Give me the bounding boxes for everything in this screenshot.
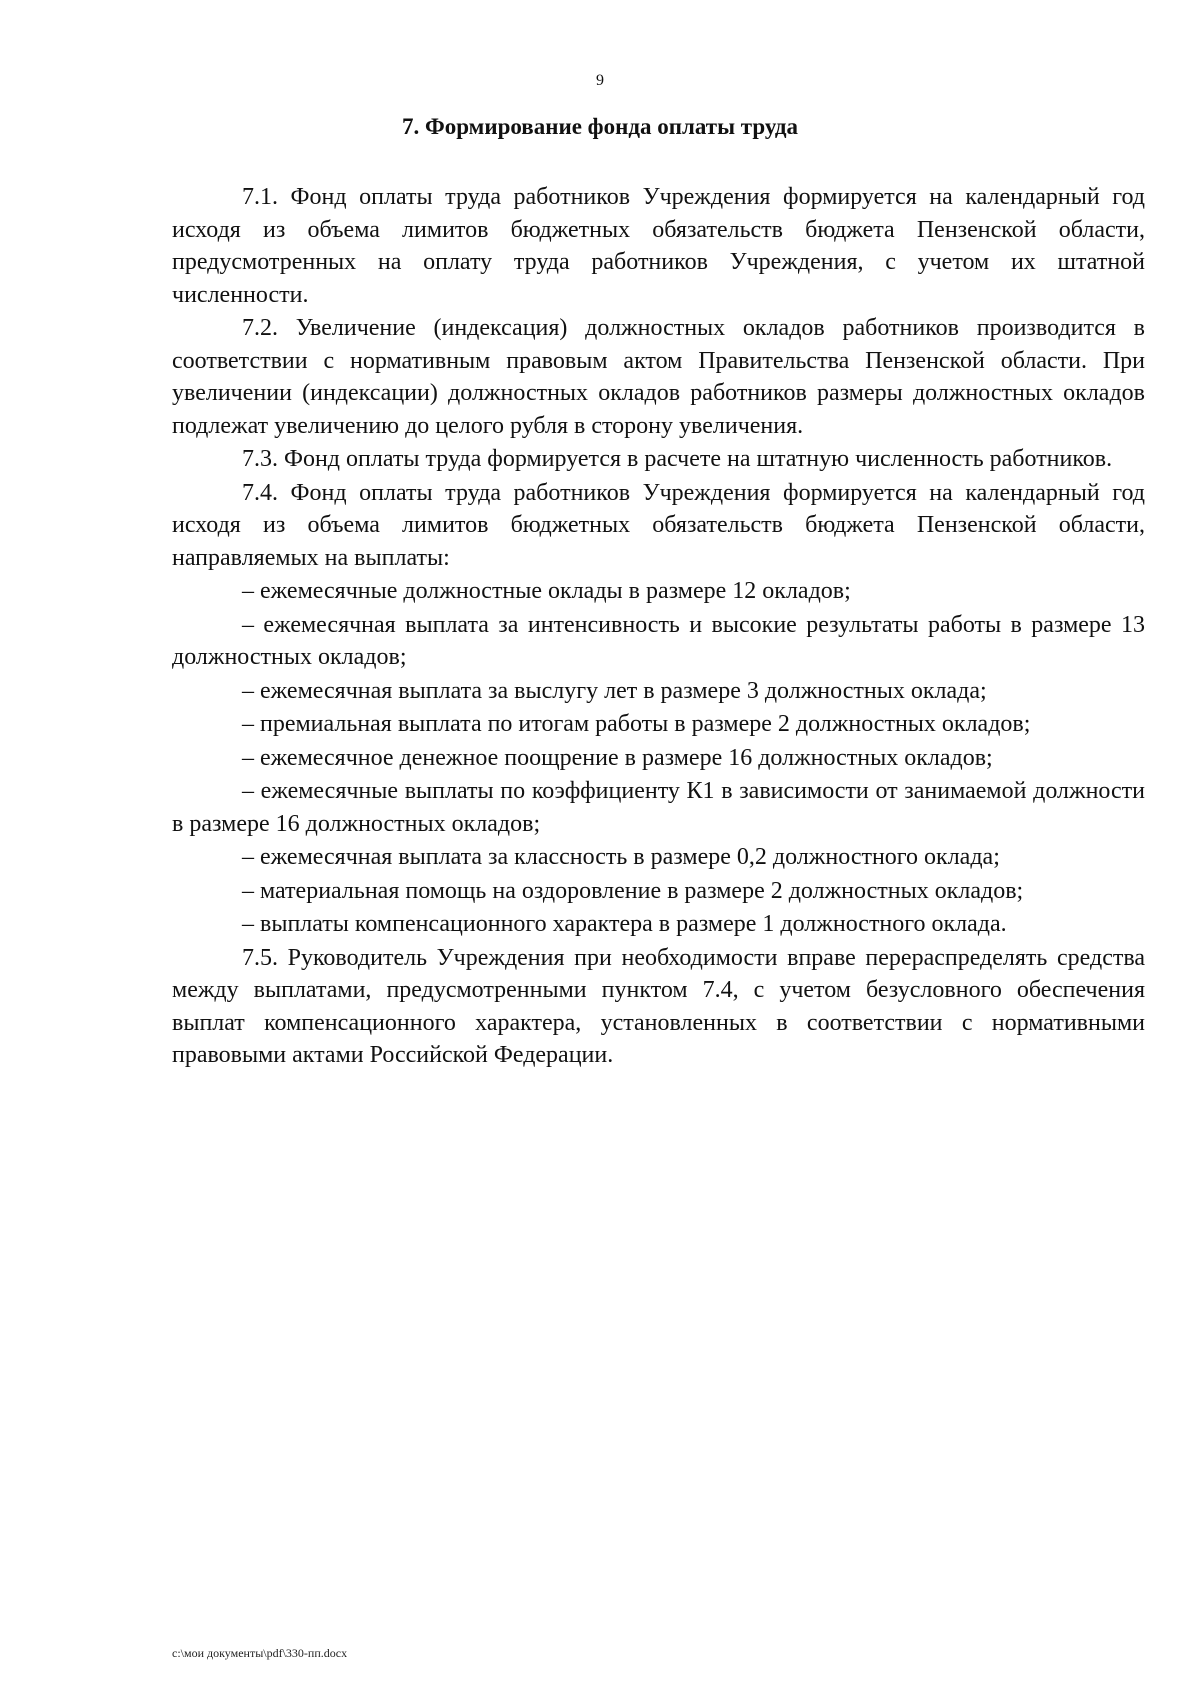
list-item-health-aid: – материальная помощь на оздоровление в размере 2 должностных окладов; bbox=[242, 877, 1024, 904]
list-item-seniority-payment: – ежемесячная выплата за выслугу лет в размере 3 должностных оклада; bbox=[242, 677, 987, 704]
page-number: 9 bbox=[596, 72, 604, 89]
list-item-bonus-payment: – премиальная выплата по итогам работы в размере 2 должностных окладов; bbox=[242, 711, 1031, 737]
list-item-monthly-salaries: – ежемесячные должностные оклады в размере 12 окладов; bbox=[242, 578, 851, 604]
paragraph-7-4: 7.4. Фонд оплаты труда работников Учреждения формируется на календарный год исходя из объема лимитов бюджетных обязательств бюджета Пензенской области, направляемых на выплаты: bbox=[172, 479, 1145, 571]
list-item-monetary-incentive: – ежемесячное денежное поощрение в размере 16 должностных окладов; bbox=[242, 744, 993, 771]
paragraph-7-3: 7.3. Фонд оплаты труда формируется в расчете на штатную численность работников. bbox=[242, 446, 1113, 472]
paragraph-7-2: 7.2. Увеличение (индексация) должностных окладов работников производится в соответствии с нормативным правовым актом Правительства Пензенской области. При увеличении (индексации) должностных окладов работников размеры должностных окладов подлежат увеличению до целого рубля в сторону увеличения. bbox=[172, 315, 1145, 439]
paragraph-7-1: 7.1. Фонд оплаты труда работников Учреждения формируется на календарный год исходя из объема лимитов бюджетных обязательств бюджета Пензенской области, предусмотренных на оплату труда работников Учреждения, с учетом их штатной численности. bbox=[172, 184, 1145, 308]
list-item-compensation: – выплаты компенсационного характера в размере 1 должностного оклада. bbox=[242, 911, 1007, 937]
document-body bbox=[172, 181, 1145, 1073]
list-item-intensity-payment: – ежемесячная выплата за интенсивность и высокие результаты работы в размере 13 должностных окладов; bbox=[172, 611, 1145, 670]
section-heading: 7. Формирование фонда оплаты труда bbox=[401, 114, 799, 139]
footer-file-path: c:\мои документы\pdf\330-пп.docx bbox=[172, 1646, 348, 1660]
list-item-k1-coefficient: – ежемесячные выплаты по коэффициенту К1 в зависимости от занимаемой должности в размере 16 должностных окладов; bbox=[172, 778, 1145, 837]
paragraph-7-5: 7.5. Руководитель Учреждения при необходимости вправе перераспределять средства между выплатами, предусмотренными пунктом 7.4, с учетом безусловного обеспечения выплат компенсационного характера, установленных в соответствии с нормативными правовыми актами Российской Федерации. bbox=[172, 944, 1145, 1068]
list-item-class-payment: – ежемесячная выплата за классность в размере 0,2 должностного оклада; bbox=[242, 844, 1000, 870]
